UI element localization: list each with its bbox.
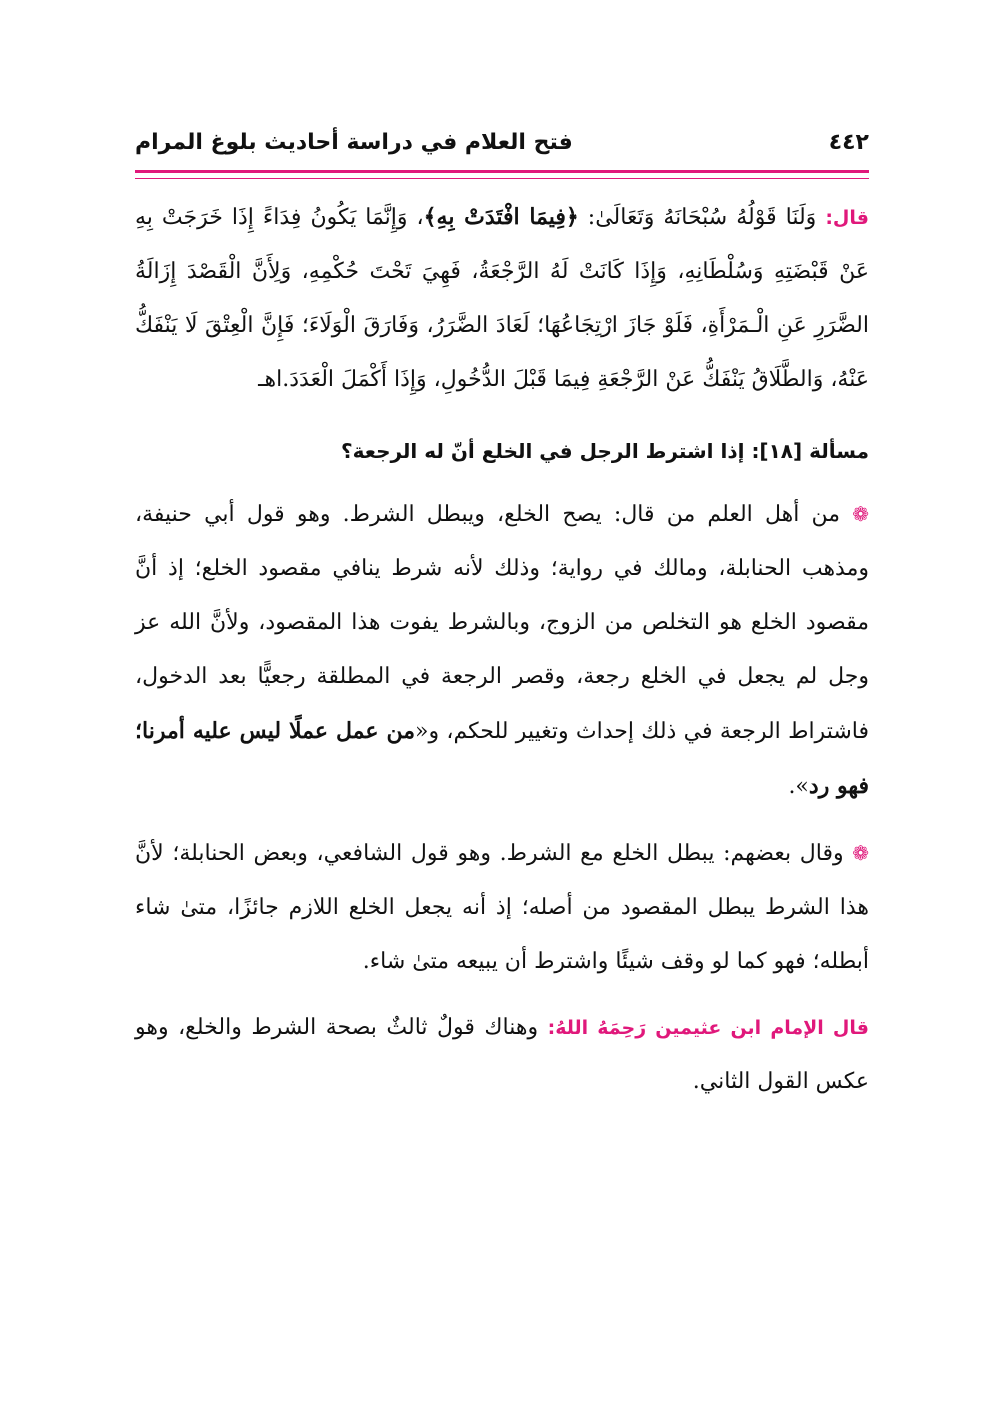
qala-label: قال: <box>825 207 869 229</box>
page-number: ٤٤٢ <box>828 130 869 155</box>
issue-number: مسألة [١٨]: <box>751 439 869 463</box>
quran-verse: ﴿فِيمَا افْتَدَتْ بِهِ﴾ <box>423 204 579 230</box>
hadith-text: من عمل عملًا ليس عليه أمرنا؛ فهو رد <box>135 718 869 799</box>
header-rule-thin <box>135 178 869 179</box>
page-body <box>135 190 869 1109</box>
scholar-paragraph <box>135 1001 869 1109</box>
scholar-label: قال الإمام ابن عثيمين رَحِمَهُ اللهُ: <box>547 1017 869 1039</box>
paragraph-text: وَلَنَا قَوْلُهُ سُبْحَانَهُ وَتَعَالَىٰ: <box>578 205 826 230</box>
flower-ornament-icon: ❁ <box>852 841 869 865</box>
opinion-paragraph-2 <box>135 826 869 989</box>
issue-title: إذا اشترط الرجل في الخلع أنّ له الرجعة؟ <box>341 439 752 463</box>
opinion-paragraph-1 <box>135 487 869 814</box>
paragraph-text: ». <box>788 774 809 799</box>
issue-heading <box>135 429 869 473</box>
paragraph-text: وقال بعضهم: يبطل الخلع مع الشرط. وهو قول الشافعي، وبعض الحنابلة؛ لأنَّ هذا الشرط يبطل المقصود من أصله؛ إذ أنه يجعل الخلع اللازم جائزًا، متىٰ شاء أبطله؛ فهو كما لو وقف شيئًا واشترط أن يبيعه متىٰ شاء. <box>135 841 869 974</box>
paragraph-text: وهناك قولٌ ثالثٌ بصحة الشرط والخلع، وهو عكس القول الثاني. <box>135 1015 869 1094</box>
book-title: فتح العلام في دراسة أحاديث بلوغ المرام <box>135 130 573 155</box>
paragraph-text: من أهل العلم من قال: يصح الخلع، ويبطل الشرط. وهو قول أبي حنيفة، ومذهب الحنابلة، ومالك في رواية؛ وذلك لأنه شرط ينافي مقصود الخلع؛ إذ أنَّ مقصود الخلع هو التخلص من الزوج، وبالشرط يفوت هذا المقصود، ولأنَّ الله عز وجل لم يجعل في الخلع رجعة، وقصر الرجعة في المطلقة رجعيًّا بعد الدخول، فاشتراط الرجعة في ذلك إحداث وتغيير للحكم، و« <box>135 502 869 744</box>
paragraph-text: ، وَإِنَّمَا يَكُونُ فِدَاءً إِذَا خَرَجَتْ بِهِ عَنْ قَبْضَتِهِ وَسُلْطَانِهِ، وَإِذَا كَانَتْ لَهُ الرَّجْعَةُ، فَهِيَ تَحْتَ حُكْمِهِ، وَلِأَنَّ الْقَصْدَ إِزَالَةُ الضَّرَرِ عَنِ الْـمَرْأَةِ، فَلَوْ جَازَ ارْتِجَاعُهَا؛ لَعَادَ الضَّرَرُ، وَفَارَقَ الْوَلَاءَ؛ فَإِنَّ الْعِتْقَ لَا يَنْفَكُّ عَنْهُ، وَالطَّلَاقُ يَنْفَكُّ عَنْ الرَّجْعَةِ فِيمَا قَبْلَ الدُّخُولِ، وَإِذَا أَكْمَلَ الْعَدَدَ.اهـ <box>135 205 869 392</box>
page-header <box>135 120 869 170</box>
flower-ornament-icon: ❁ <box>852 502 869 526</box>
quote-paragraph <box>135 190 869 407</box>
header-rule-thick <box>135 170 869 173</box>
